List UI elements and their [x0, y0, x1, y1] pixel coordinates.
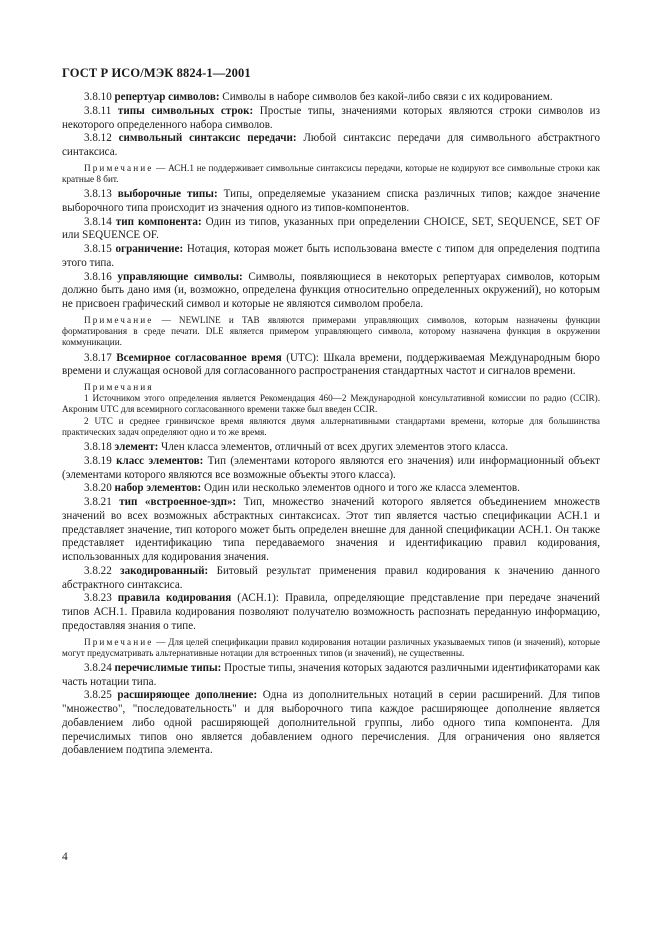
note-text: — Для целей спецификации правил кодирования нотации различных указываемых типов (и значений), которые могут предусматривать альтернативные нотации для встроенных типов (и значений), не существенны.: [62, 636, 600, 658]
entry-text: Простые типы, значениями которых являются строки символов из некоторого определенного набора символов.: [62, 104, 600, 131]
entry-term: ограничение:: [115, 243, 184, 256]
definition-3-8-21: [62, 496, 600, 565]
definition-3-8-14: [62, 216, 600, 244]
entry-text: Одна из дополнительных нотаций в серии расширений. Для типов "множество", "последовательность" и для выборочного типа каждое расширяющее дополнение является добавлением либо одной расширяющей дополнительной группы, либо одного типа компонента. Для перечислимых типов оно является добавлением одного перечисления. Для ограничения оно является добавлением подтипа элемента.: [62, 689, 600, 757]
entry-term: выборочные типы:: [117, 188, 218, 201]
entry-term: репертуар символов:: [114, 91, 220, 103]
entry-text: Один или несколько элементов одного и того же класса элементов.: [201, 482, 520, 495]
note-label: Примечание: [84, 636, 154, 647]
entry-term: перечислимые типы:: [114, 661, 222, 674]
definition-3-8-24: [62, 662, 600, 690]
definition-3-8-13: [62, 188, 600, 216]
entry-number: 3.8.18: [84, 441, 112, 454]
entry-term: типы символьных строк:: [117, 104, 254, 117]
entry-text: (UTC): Шкала времени, поддерживаемая Международным бюро времени и служащая основой для согласованного распространения стандартных частот и сигналов времени.: [62, 351, 600, 378]
entry-text: Один из типов, указанных при определении CHOICE, SET, SEQUENCE, SET OF или SEQUENCE OF.: [62, 215, 600, 242]
definition-3-8-12: [62, 132, 600, 160]
entry-text: Член класса элементов, отличный от всех других элементов этого класса.: [158, 441, 509, 454]
definition-3-8-16: [62, 271, 600, 312]
note-label: Примечание: [84, 314, 154, 325]
entry-term: тип компонента:: [115, 215, 202, 228]
definition-3-8-18: [62, 441, 600, 455]
definition-3-8-25: [62, 689, 600, 758]
entry-term: элемент:: [114, 441, 159, 454]
entry-number: 3.8.20: [84, 482, 112, 495]
entry-number: 3.8.17: [84, 351, 112, 364]
note-control-chars: [62, 315, 600, 349]
entry-text: Тип, множество значений которого является объединением множеств значений во всех возможных абстрактных синтаксисах. Этот тип является частью спецификации АСН.1 и представляет значение, тип которого может быть определен внешне для данной спецификации АСН.1. Он также представляет идентификацию типа передаваемого значения и идентификацию правил кодирования, использованных для кодирования значения.: [62, 496, 601, 564]
note-text: — АСН.1 не поддерживает символьные синтаксисы передачи, которые не кодируют все символьные строки как кратные 8 бит.: [62, 162, 600, 184]
entry-term: расширяющее дополнение:: [117, 689, 258, 702]
note-label: Примечание: [84, 162, 154, 173]
page-number: 4: [62, 851, 68, 863]
definition-3-8-22: [62, 565, 600, 593]
note-encoding-rules: [62, 637, 600, 659]
entry-text: Символы в наборе символов без какой-либо связи с их кодированием.: [219, 91, 553, 103]
definition-3-8-11: [62, 105, 600, 133]
document-page: [62, 66, 600, 758]
entry-term: класс элементов:: [116, 454, 204, 467]
definition-3-8-19: [62, 455, 600, 483]
entry-number: 3.8.16: [84, 270, 112, 283]
entry-number: 3.8.10: [84, 91, 112, 103]
entry-number: 3.8.15: [84, 243, 112, 256]
note-text: — NEWLINE и TAB являются примерами управляющих символов, которым назначены функции форматирования в среде печати. DLE является примером управляющего символа, которому назначена функция в окружении коммуникации.: [62, 314, 600, 348]
entry-number: 3.8.24: [84, 661, 112, 674]
definition-3-8-23: [62, 592, 600, 633]
entry-text: Символы, появляющиеся в некоторых репертуарах символов, которым должно быть дано имя (и, возможно, определена функция относительно определенных окружений), но которым не присвоен графический символ и которые не являются символом пробела.: [62, 270, 600, 311]
entry-term: Всемирное согласованное время: [116, 351, 282, 364]
entry-number: 3.8.12: [84, 132, 112, 145]
document-header: ГОСТ Р ИСО/МЭК 8824-1—2001: [62, 66, 251, 80]
entry-number: 3.8.21: [84, 496, 112, 509]
definition-3-8-20: [62, 482, 600, 496]
entry-number: 3.8.13: [84, 188, 112, 201]
entry-term: закодированный:: [120, 564, 209, 577]
entry-number: 3.8.22: [84, 564, 112, 577]
entry-term: управляющие символы:: [117, 270, 243, 283]
definition-3-8-10: [62, 91, 600, 105]
entry-term: правила кодирования: [117, 592, 232, 605]
definition-3-8-17: [62, 352, 600, 380]
entry-text: (АСН.1): Правила, определяющие представление при передаче значений типов АСН.1. Правила кодирования позволяют получателю возможность распознать переданную информацию, предоставляя знания о типе.: [62, 592, 600, 632]
entry-term: тип «встроенное-здп»:: [119, 496, 237, 509]
entry-term: символьный синтаксис передачи:: [118, 132, 297, 145]
definition-3-8-15: [62, 243, 600, 271]
entry-text: Типы, определяемые указанием списка различных типов; каждое значение выборочного типа происходит из значения одного из типов-компонентов.: [62, 188, 600, 214]
entry-number: 3.8.23: [84, 592, 112, 605]
entry-term: набор элементов:: [114, 482, 202, 495]
notes-title: Примечания: [84, 382, 154, 393]
entry-text: Простые типы, значения которых задаются различными идентификаторами как часть нотации типа.: [62, 661, 601, 688]
entry-text: Любой синтаксис передачи для символьного абстрактного синтаксиса.: [62, 132, 600, 158]
note-item-1: 1 Источником этого определения является Рекомендация 460—2 Международной консультативной комиссии по радио (CCIR). Акроним UTC для всемирного согласованного времени также был введен CCIR.: [62, 393, 600, 415]
entry-text: Нотация, которая может быть использована вместе с типом для определения подтипа этого типа.: [62, 243, 601, 269]
entry-text: Битовый результат применения правил кодирования к значению данного абстрактного синтаксиса.: [62, 564, 600, 591]
note-item-2: 2 UTC и среднее гринвичское время являются двумя альтернативными стандартами времени, которые для большинства практических задач определяют одно и то же время.: [62, 415, 600, 437]
entry-number: 3.8.14: [84, 215, 112, 228]
entry-number: 3.8.25: [84, 689, 112, 702]
entry-text: Тип (элементами которого являются его значения) или информационный объект (элементами которого являются все возможные объекты этого класса).: [62, 454, 600, 481]
entry-number: 3.8.11: [84, 104, 112, 117]
entry-number: 3.8.19: [84, 454, 112, 467]
note-asn1-syntaxes: [62, 163, 600, 185]
